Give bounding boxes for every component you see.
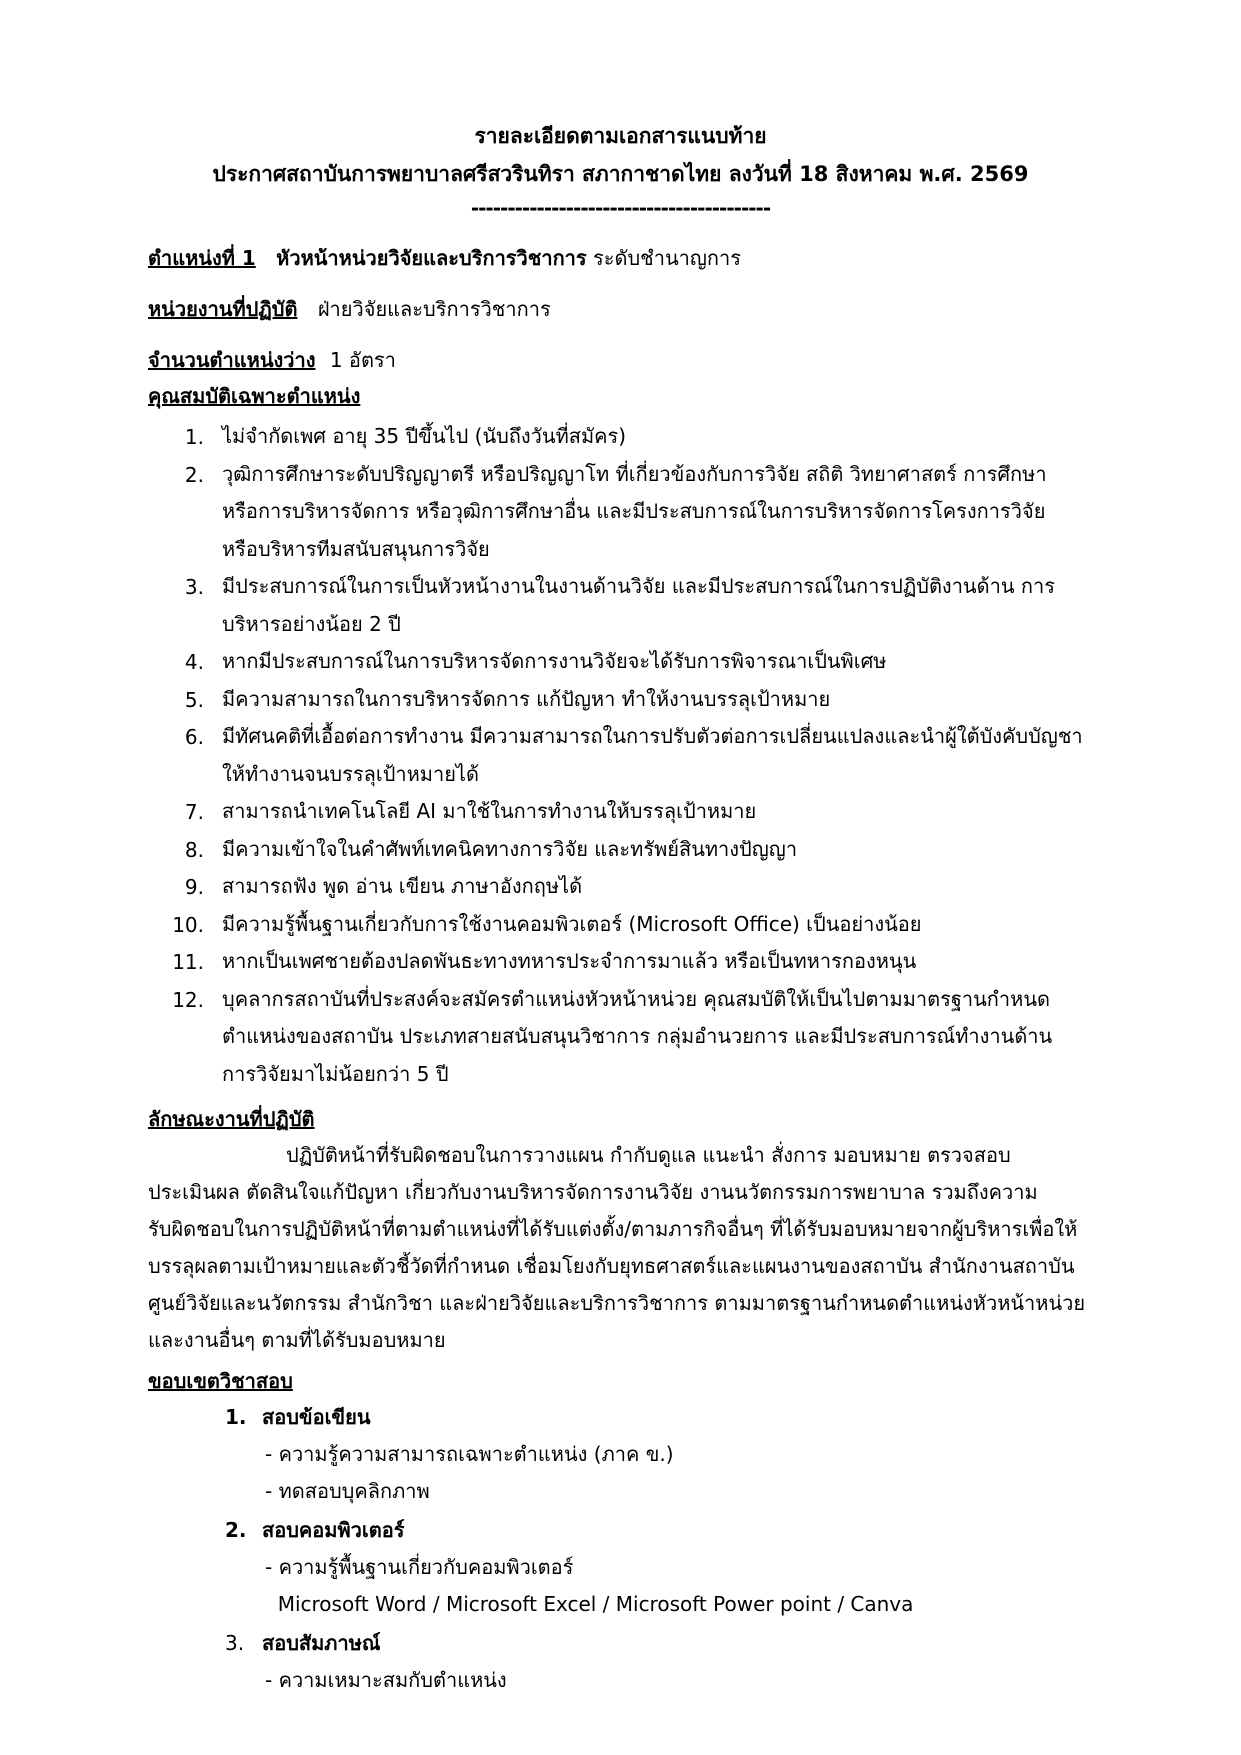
position-line: [148, 246, 741, 270]
doc-title: รายละเอียดตามเอกสารแนบท้าย: [474, 124, 767, 148]
qualification-text: สามารถนำเทคโนโลยี AI มาใช้ในการทำงานให้บรรลุเป้าหมาย: [222, 799, 757, 823]
qualification-number: 4.: [184, 650, 204, 674]
duties-line: และงานอื่นๆ ตามที่ได้รับมอบหมาย: [148, 1328, 446, 1352]
exam-number: 1.: [225, 1405, 247, 1429]
exam-item: - ความรู้พื้นฐานเกี่ยวกับคอมพิวเตอร์: [265, 1555, 574, 1579]
qualification-number: 2.: [184, 462, 204, 487]
qualification-number: 1.: [184, 425, 204, 449]
exam-title: สอบสัมภาษณ์: [262, 1631, 381, 1655]
title-separator: -----------------------------------------: [470, 196, 771, 220]
qualification-number: 9.: [184, 875, 204, 899]
qualification-text: มีความเข้าใจในคำศัพท์เทคนิคทางการวิจัย และทรัพย์สินทางปัญญา: [222, 836, 798, 861]
qualification-text: มีความสามารถในการบริหารจัดการ แก้ปัญหา ทำให้งานบรรลุเป้าหมาย: [222, 686, 831, 711]
qualification-number: 5.: [184, 687, 204, 712]
qualification-text: การวิจัยมาไม่น้อยกว่า 5 ปี: [222, 1061, 449, 1086]
qualification-text: ตำแหน่งของสถาบัน ประเภทสายสนับสนุนวิชาการ กลุ่มอำนวยการ และมีประสบการณ์ทำงานด้าน: [222, 1024, 1053, 1048]
qualification-number: 6.: [184, 725, 204, 749]
qualifications-heading: คุณสมบัติเฉพาะตำแหน่ง: [148, 384, 361, 408]
qualification-text: ให้ทำงานจนบรรลุเป้าหมายได้: [222, 761, 479, 786]
qualification-text: ไม่จำกัดเพศ อายุ 35 ปีขึ้นไป (นับถึงวันที่สมัคร): [222, 424, 627, 448]
duties-line: ประเมินผล ตัดสินใจแก้ปัญหา เกี่ยวกับงานบริหารจัดการงานวิจัย งานนวัตกรรมการพยาบาล รวมถึงความ: [148, 1180, 1038, 1204]
exam-item: Microsoft Word / Microsoft Excel / Microsoft Power point / Canva: [265, 1592, 914, 1616]
qualification-number: 11.: [172, 950, 204, 974]
exam-item: - ความเหมาะสมกับตำแหน่ง: [265, 1668, 507, 1692]
unit-line: [148, 297, 551, 321]
exam-item: - ความรู้ความสามารถเฉพาะตำแหน่ง (ภาค ข.): [265, 1442, 674, 1466]
qualification-number: 3.: [184, 575, 204, 599]
qualification-text: มีประสบการณ์ในการเป็นหัวหน้างานในงานด้านวิจัย และมีประสบการณ์ในการปฏิบัติงานด้าน การ: [222, 574, 1055, 598]
qualification-text: มีความรู้พื้นฐานเกี่ยวกับการใช้งานคอมพิวเตอร์ (Microsoft Office) เป็นอย่างน้อย: [222, 911, 922, 936]
exam-number: 3.: [225, 1631, 245, 1655]
qualification-text: สามารถฟัง พูด อ่าน เขียน ภาษาอังกฤษได้: [222, 874, 583, 898]
qualification-number: 8.: [184, 837, 204, 862]
exam-item: - ทดสอบบุคลิกภาพ: [265, 1479, 430, 1503]
duties-line: ปฏิบัติหน้าที่รับผิดชอบในการวางแผน กำกับดูแล แนะนำ สั่งการ มอบหมาย ตรวจสอบ: [286, 1143, 1011, 1167]
vacancy-line: [148, 348, 396, 372]
position-title: หัวหน้าหน่วยวิจัยและบริการวิชาการ: [276, 246, 587, 270]
unit-value: ฝ่ายวิจัยและบริการวิชาการ: [317, 297, 551, 321]
unit-label: หน่วยงานที่ปฏิบัติ: [148, 297, 298, 321]
exam-title: สอบคอมพิวเตอร์: [262, 1518, 405, 1542]
exam-scope-heading: ขอบเขตวิชาสอบ: [148, 1369, 293, 1393]
qualification-text: หากมีประสบการณ์ในการบริหารจัดการงานวิจัยจะได้รับการพิจารณาเป็นพิเศษ: [222, 649, 887, 673]
duties-paragraph: [148, 1137, 1100, 1359]
qualification-number: 10.: [172, 912, 204, 937]
position-label: ตำแหน่งที่ 1: [148, 246, 256, 270]
vacancy-value: 1 อัตรา: [329, 348, 396, 372]
qualification-text: มีทัศนคติที่เอื้อต่อการทำงาน มีความสามารถในการปรับตัวต่อการเปลี่ยนแปลงและนำผู้ใต้บังคับบัญชา: [222, 724, 1083, 748]
duties-line: ศูนย์วิจัยและนวัตกรรม สำนักวิชา และฝ่ายวิจัยและบริการวิชาการ ตามมาตรฐานกำหนดตำแหน่งหัวหน้าหน่วย: [148, 1291, 1086, 1315]
qualification-text: หากเป็นเพศชายต้องปลดพันธะทางทหารประจำการมาแล้ว หรือเป็นทหารกองหนุน: [222, 949, 917, 973]
qualification-text: บริหารอย่างน้อย 2 ปี: [222, 611, 401, 636]
duties-line: รับผิดชอบในการปฏิบัติหน้าที่ตามตำแหน่งที่ได้รับแต่งตั้ง/ตามภารกิจอื่นๆ ที่ได้รับมอบหมายจากผู้บริหารเพื่อให้: [148, 1217, 1078, 1241]
qualification-text: วุฒิการศึกษาระดับปริญญาตรี หรือปริญญาโท ที่เกี่ยวข้องกับการวิจัย สถิติ วิทยาศาสตร์ การศึกษา: [222, 461, 1047, 486]
qualification-number: 12.: [172, 987, 204, 1012]
qualification-text: หรือบริหารทีมสนับสนุนการวิจัย: [222, 536, 490, 561]
vacancy-label: จำนวนตำแหน่งว่าง: [148, 348, 316, 372]
exam-number: 2.: [225, 1518, 247, 1542]
qualification-text: หรือการบริหารจัดการ หรือวุฒิการศึกษาอื่น และมีประสบการณ์ในการบริหารจัดการโครงการวิจัย: [222, 499, 1046, 523]
position-level: ระดับชำนาญการ: [593, 246, 742, 270]
duties-heading: ลักษณะงานที่ปฏิบัติ: [148, 1107, 315, 1131]
qualification-number: 7.: [184, 800, 204, 824]
exam-title: สอบข้อเขียน: [262, 1405, 371, 1429]
doc-subtitle: ประกาศสถาบันการพยาบาลศรีสวรินทิรา สภากาชาดไทย ลงวันที่ 18 สิงหาคม พ.ศ. 2569: [212, 162, 1029, 186]
duties-line: บรรลุผลตามเป้าหมายและตัวชี้วัดที่กำหนด เชื่อมโยงกับยุทธศาสตร์และแผนงานของสถาบัน สำนักงานสถาบัน: [148, 1254, 1075, 1278]
qualification-text: บุคลากรสถาบันที่ประสงค์จะสมัครตำแหน่งหัวหน้าหน่วย คุณสมบัติให้เป็นไปตามมาตรฐานกำหนด: [222, 986, 1050, 1011]
